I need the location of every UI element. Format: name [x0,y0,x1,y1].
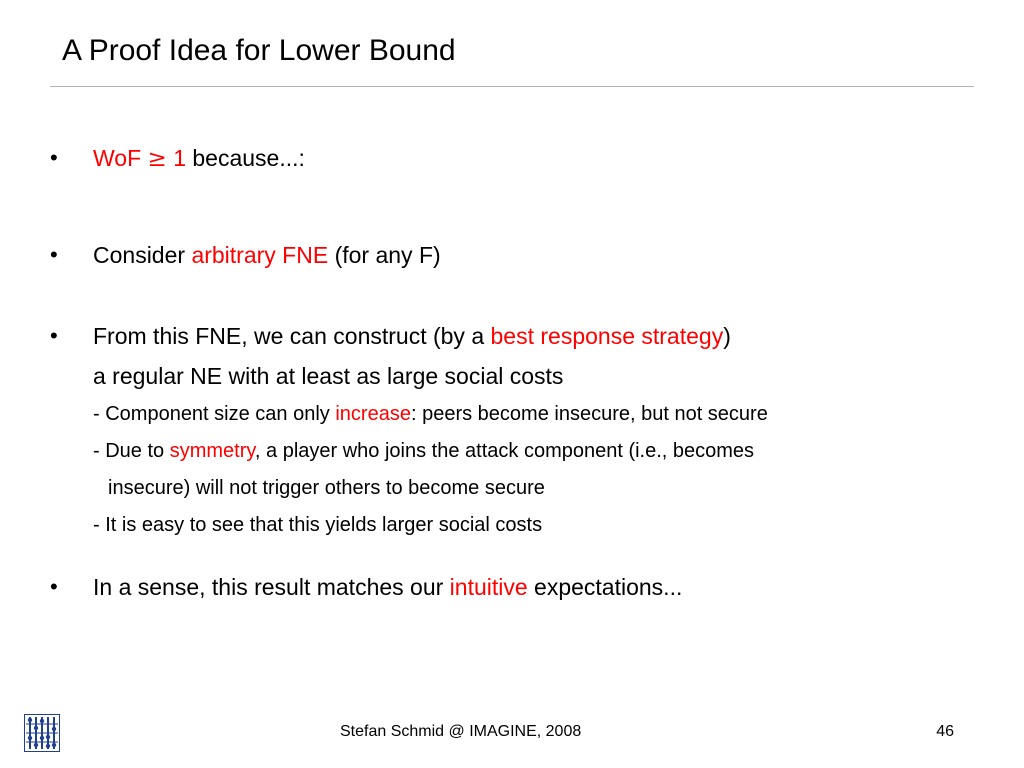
bullet-consider-highlight: arbitrary FNE [191,242,329,268]
sub2-prefix: - Due to [93,440,165,462]
sub-point-symmetry [93,437,754,465]
sub-point-social-costs: - It is easy to see that this yields larger social costs [93,514,543,536]
footer-author: Stefan Schmid @ IMAGINE, 2008 [340,723,582,740]
sub2-suffix: , a player who joins the attack component (i.e., becomes [254,440,755,462]
sub2-highlight: symmetry [169,440,255,462]
construct-suffix: ) [723,323,731,349]
wof-value: 1 [173,145,186,171]
bullet-marker: • [50,574,58,599]
bullet-construct-line2: a regular NE with at least as large social costs [93,363,564,389]
sub-point-symmetry-continued: insecure) will not trigger others to become secure [108,477,545,499]
construct-highlight: best response strategy [490,323,724,349]
sub1-prefix: - Component size can only [93,403,330,425]
sub1-highlight: increase [335,403,411,425]
bullet-consider-suffix: (for any F) [334,242,441,268]
bullet-marker: • [50,145,58,170]
bullet-marker: • [50,242,58,267]
bullet-consider [93,238,441,272]
bullet-consider-prefix: Consider [93,242,186,268]
bullet-intuition [93,570,682,604]
construct-prefix: From this FNE, we can construct (by a [93,323,485,349]
geq-symbol: ≥ [147,146,167,172]
bullet-intuition-prefix: In a sense, this result matches our [93,574,444,600]
bullet-marker: • [50,323,58,348]
bullet-intuition-suffix: expectations... [534,574,683,600]
title-divider [50,86,974,87]
page-number: 46 [936,723,954,740]
bullet-wof-rest: because...: [192,145,305,171]
sub-point-component-size [93,400,768,428]
bullet-wof [93,141,305,176]
university-logo-icon [24,714,60,752]
slide-title: A Proof Idea for Lower Bound [62,34,456,67]
bullet-intuition-highlight: intuitive [449,574,528,600]
bullet-construct-line1 [93,319,731,353]
sub1-suffix: : peers become insecure, but not secure [410,403,768,425]
wof-label: WoF [93,145,142,171]
